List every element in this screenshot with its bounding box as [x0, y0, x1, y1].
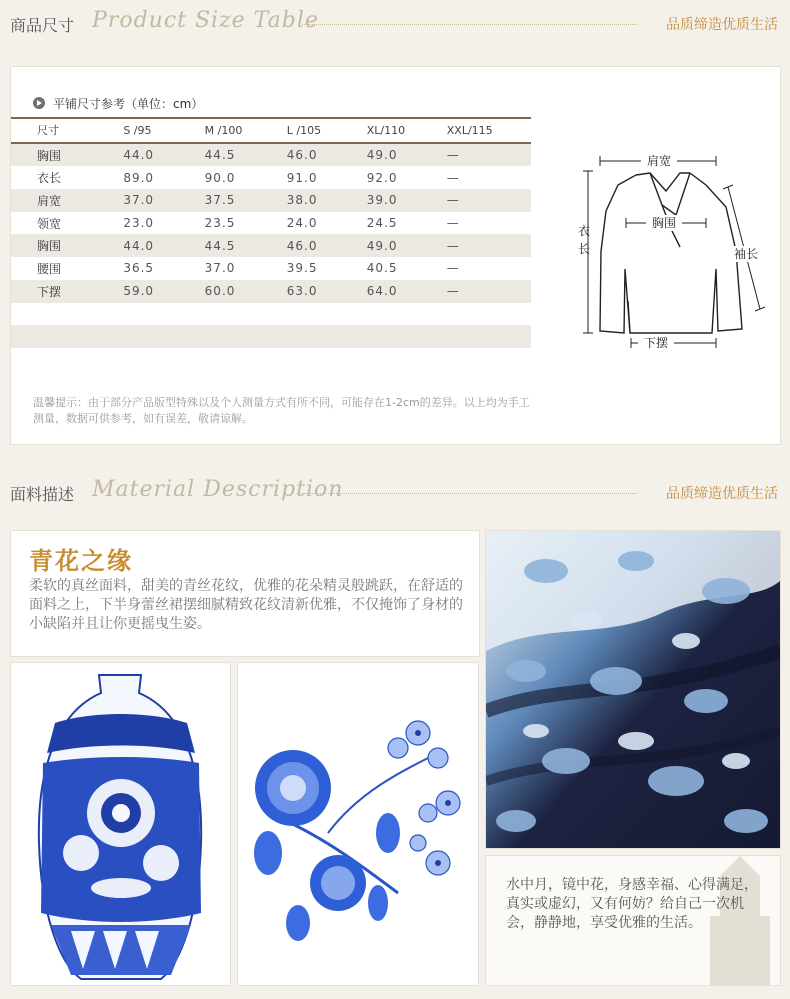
size-value: — [446, 148, 460, 163]
table-row [11, 166, 531, 189]
size-value: — [446, 261, 460, 276]
material-section-title: 面料描述 [10, 485, 75, 504]
material-title: 青花之缘 [29, 547, 133, 575]
quote-text: 水中月，镜中花，身感幸福、心得满足，真实或虚幻，又有何妨？给自己一次机会，静静地，享受优雅的生活。 [506, 877, 758, 931]
row-label: 胸围 [37, 148, 62, 163]
size-value: 36.5 [123, 261, 155, 276]
size-value: 91.0 [286, 170, 318, 185]
table-row [11, 325, 531, 348]
size-section-title: 商品尺寸 [10, 16, 75, 35]
size-value [97, 325, 204, 348]
garment-diagram [566, 151, 766, 361]
size-value: 59.0 [123, 284, 155, 299]
size-value [287, 325, 367, 348]
size-value [367, 303, 447, 326]
size-value: — [446, 170, 460, 185]
material-section-tagline: 品质缔造优质生活 [666, 486, 778, 502]
size-value: 89.0 [123, 170, 155, 185]
size-value [97, 303, 204, 326]
size-value [367, 325, 447, 348]
size-value: 44.5 [204, 148, 236, 163]
size-value: 37.5 [204, 193, 236, 208]
row-label: 下摆 [37, 284, 62, 299]
hem-label: 下摆 [643, 336, 669, 350]
size-value: 46.0 [286, 148, 318, 163]
size-value: 49.0 [366, 148, 398, 163]
table-body [11, 143, 531, 348]
row-label: 肩宽 [37, 193, 62, 208]
size-value: 37.0 [204, 261, 236, 276]
size-value [205, 325, 287, 348]
quote-panel [485, 855, 781, 986]
size-value: — [446, 238, 460, 253]
size-value: 37.0 [123, 193, 155, 208]
fabric-illustration [486, 531, 780, 848]
size-value: 39.0 [366, 193, 398, 208]
garment-outline [600, 173, 742, 333]
size-value [447, 325, 531, 348]
table-header-row [11, 118, 531, 143]
size-value: — [446, 284, 460, 299]
size-value: 23.5 [204, 216, 236, 231]
shoulder-label: 肩宽 [646, 154, 672, 168]
size-value: — [446, 216, 460, 231]
size-section-tagline: 品质缔造优质生活 [666, 17, 778, 33]
header-divider [302, 24, 637, 25]
table-row [11, 257, 531, 280]
table-row [11, 280, 531, 303]
table-row [11, 303, 531, 326]
size-value: 24.5 [366, 216, 398, 231]
length-label-2: 长 [578, 242, 591, 256]
material-section-header [0, 473, 790, 513]
table-row [11, 143, 531, 167]
row-label: 腰围 [37, 261, 62, 276]
measurement-tip: 温馨提示：由于部分产品版型特殊以及个人测量方式有所不同，可能存在1-2cm的差异。以上均为手工测量，数据可供参考，如有误差，敬请谅解。 [33, 396, 530, 425]
header-cell: M /100 [204, 123, 243, 137]
table-caption-text: 平铺尺寸参考（单位：cm） [53, 97, 204, 111]
table-row [11, 212, 531, 235]
size-section-header [0, 4, 790, 44]
size-value: 23.0 [123, 216, 155, 231]
table-row [11, 234, 531, 257]
size-table [11, 117, 531, 348]
size-value: 63.0 [286, 284, 318, 299]
size-value [447, 303, 531, 326]
header-divider [297, 493, 637, 494]
header-cell: XL/110 [366, 123, 406, 137]
play-bullet-icon [33, 97, 45, 109]
size-value: 49.0 [366, 238, 398, 253]
material-description: 柔软的真丝面料，甜美的青丝花纹，优雅的花朵精灵般跳跃，在舒适的面料之上，下半身蕾丝裙摆细腻精致花纹清新优雅，不仅掩饰了身材的小缺陷并且让你更摇曳生姿。 [29, 578, 463, 632]
size-panel [10, 66, 781, 445]
row-label: 领宽 [37, 216, 62, 231]
size-value: 24.0 [286, 216, 318, 231]
row-label: 胸围 [37, 239, 62, 254]
size-section-title-en: Product Size Table [92, 8, 319, 33]
row-label [11, 325, 97, 348]
size-value: — [446, 193, 460, 208]
table-row [11, 189, 531, 212]
size-value: 40.5 [366, 261, 398, 276]
size-value: 60.0 [204, 284, 236, 299]
size-value: 44.5 [204, 238, 236, 253]
size-value: 44.0 [123, 148, 155, 163]
table-caption [33, 95, 203, 112]
vase-image [10, 662, 231, 986]
size-value [287, 303, 367, 326]
row-label: 衣长 [37, 171, 62, 186]
size-value: 38.0 [286, 193, 318, 208]
flower-image [237, 662, 479, 986]
sleeve-label: 袖长 [734, 247, 759, 261]
fabric-photo [485, 530, 781, 849]
blue-flower-illustration [238, 663, 478, 985]
material-text-panel [10, 530, 480, 657]
material-section-title-en: Material Description [92, 477, 344, 502]
size-value: 64.0 [366, 284, 398, 299]
header-cell: 尺寸 [37, 124, 59, 138]
header-cell: L /105 [286, 123, 322, 137]
header-cell: XXL/115 [446, 123, 493, 137]
size-value [205, 303, 287, 326]
size-value: 90.0 [204, 170, 236, 185]
header-cell: S /95 [123, 123, 152, 137]
size-value: 44.0 [123, 238, 155, 253]
size-value: 39.5 [286, 261, 318, 276]
chest-label: 胸围 [651, 216, 677, 230]
size-value: 92.0 [366, 170, 398, 185]
length-label-1: 衣 [578, 224, 591, 238]
porcelain-vase-illustration [11, 663, 230, 985]
row-label [11, 303, 97, 326]
size-value: 46.0 [286, 238, 318, 253]
